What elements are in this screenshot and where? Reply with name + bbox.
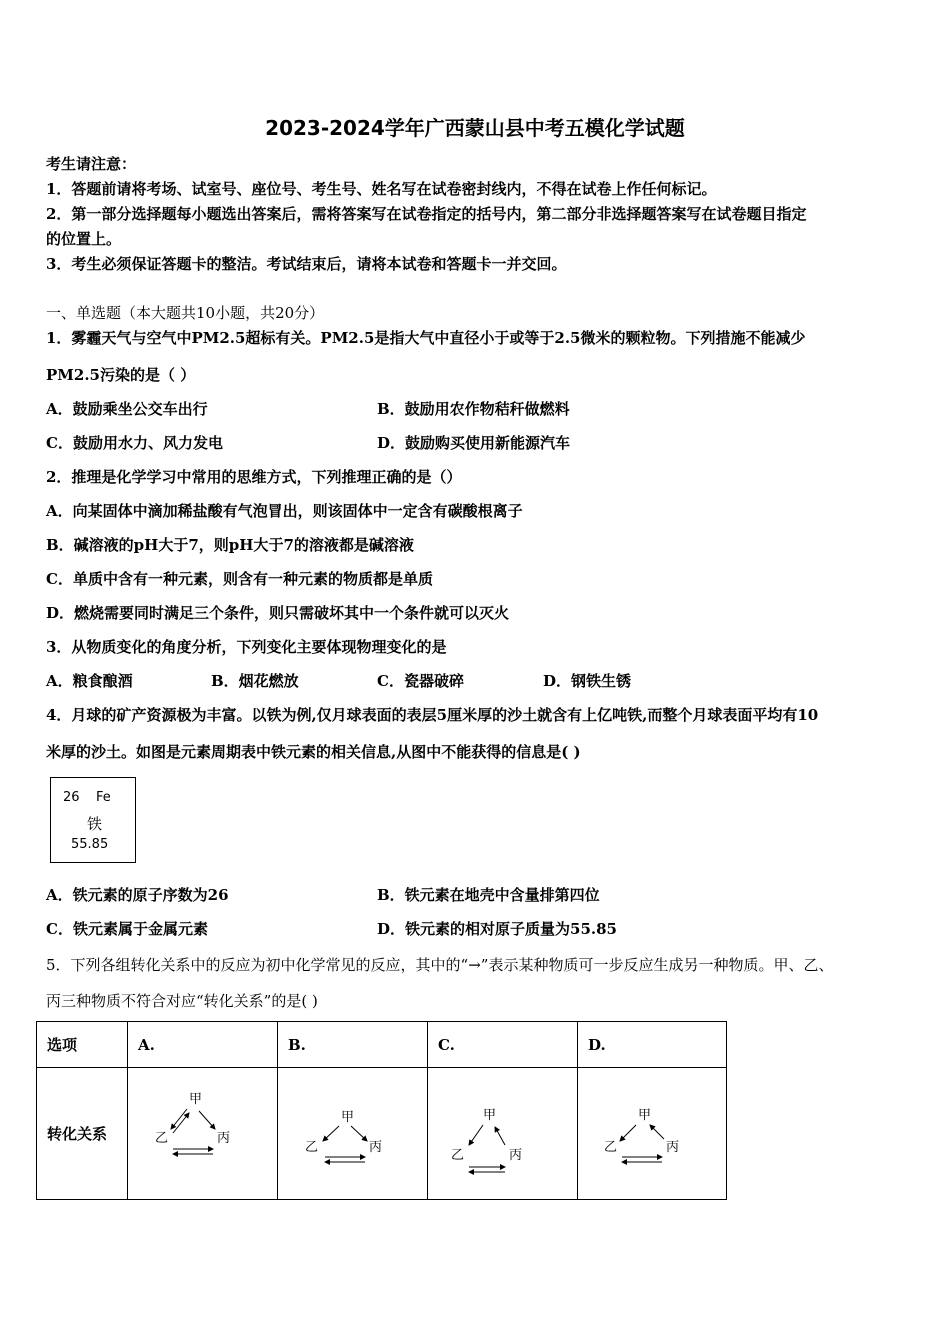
q4-option-d: D．铁元素的相对原子质量为55.85 [377, 920, 617, 938]
q3-option-b: B．烟花燃放 [211, 672, 299, 690]
notice-heading: 考生请注意： [46, 155, 137, 173]
q5-options-table [36, 1021, 727, 1200]
notice-item-1: 1．答题前请将考场、试室号、座位号、考生号、姓名写在试卷密封线内，不得在试卷上作任何标记。 [46, 180, 717, 198]
q2-option-c: C．单质中含有一种元素，则含有一种元素的物质都是单质 [46, 570, 433, 588]
q2-option-d: D．燃烧需要同时满足三个条件，则只需破坏其中一个条件就可以灭火 [46, 604, 510, 622]
node-right: 丙 [216, 1130, 230, 1146]
q3-stem: 3．从物质变化的角度分析，下列变化主要体现物理变化的是 [46, 638, 447, 656]
node-right: 丙 [368, 1139, 382, 1155]
q2-option-b: B．碱溶液的pH大于7，则pH大于7的溶液都是碱溶液 [46, 536, 414, 554]
node-right: 丙 [666, 1139, 680, 1155]
node-top: 甲 [482, 1107, 496, 1123]
q2-stem: 2．推理是化学学习中常用的思维方式，下列推理正确的是（） [46, 468, 462, 486]
arrow-top-right [199, 1111, 215, 1129]
notice-item-2-cont: 的位置上。 [46, 230, 122, 248]
node-top: 甲 [638, 1107, 652, 1123]
conversion-diagram-b [293, 1089, 413, 1179]
table-header-option-c: C. [428, 1022, 578, 1068]
conversion-diagram-a [143, 1089, 263, 1179]
q4-stem-cont: 米厚的沙土。如图是元素周期表中铁元素的相关信息,从图中不能获得的信息是( ) [46, 743, 581, 761]
q3-option-a: A．粮食酿酒 [46, 672, 133, 690]
diagram-cell-d [578, 1068, 727, 1200]
arrow-right-top [650, 1125, 664, 1139]
arrow-top-left [323, 1126, 339, 1141]
node-left: 乙 [304, 1139, 318, 1155]
diagram-cell-c [428, 1068, 578, 1200]
q1-option-d: D．鼓励购买使用新能源汽车 [377, 434, 571, 452]
q1-stem: 1．雾霾天气与空气中PM2.5超标有关。PM2.5是指大气中直径小于或等于2.5微米的颗粒物。下列措施不能减少 [46, 329, 806, 347]
table-header-label: 选项 [37, 1022, 128, 1068]
table-header-option-d: D. [578, 1022, 727, 1068]
iron-element-card [50, 777, 136, 863]
notice-item-2: 2．第一部分选择题每小题选出答案后，需将答案写在试卷指定的括号内，第二部分非选择题答案写在试卷题目指定 [46, 205, 807, 223]
arrow-top-right [351, 1126, 367, 1141]
q2-option-a: A．向某固体中滴加稀盐酸有气泡冒出，则该固体中一定含有碳酸根离子 [46, 502, 523, 520]
q1-option-c: C．鼓励用水力、风力发电 [46, 434, 223, 452]
node-left: 乙 [450, 1147, 464, 1163]
q3-option-d: D．钢铁生锈 [543, 672, 632, 690]
q4-option-a: A．铁元素的原子序数为26 [46, 886, 229, 904]
q1-option-b: B．鼓励用农作物秸秆做燃料 [377, 400, 570, 418]
table-row-label: 转化关系 [37, 1068, 128, 1200]
q4-stem: 4．月球的矿产资源极为丰富。以铁为例,仅月球表面的表层5厘米厚的沙土就含有上亿吨铁,而整个月球表面平均有10 [46, 706, 819, 724]
q3-option-c: C．瓷器破碎 [377, 672, 464, 690]
conversion-diagram-d [592, 1089, 712, 1179]
atomic-number: 26 [63, 790, 80, 805]
node-left: 乙 [154, 1130, 168, 1146]
q4-option-b: B．铁元素在地壳中含量排第四位 [377, 886, 600, 904]
arrow-top-left [469, 1125, 483, 1145]
q5-stem-cont: 丙三种物质不符合对应“转化关系”的是( ) [46, 992, 318, 1010]
q1-option-a: A．鼓励乘坐公交车出行 [46, 400, 208, 418]
element-name: 铁 [87, 815, 103, 833]
element-symbol: Fe [96, 790, 111, 805]
atomic-mass: 55.85 [71, 837, 109, 852]
node-top: 甲 [340, 1109, 354, 1125]
arrow-right-top [495, 1127, 505, 1145]
node-left: 乙 [604, 1139, 618, 1155]
diagram-cell-b [278, 1068, 428, 1200]
node-right: 丙 [508, 1147, 522, 1163]
arrow-top-left [620, 1125, 636, 1141]
page-title: 2023-2024学年广西蒙山县中考五模化学试题 [265, 116, 685, 140]
q5-stem: 5．下列各组转化关系中的反应为初中化学常见的反应，其中的“→”表示某种物质可一步反应生成另一种物质。甲、乙、 [46, 956, 834, 974]
notice-item-3: 3．考生必须保证答题卡的整洁。考试结束后，请将本试卷和答题卡一并交回。 [46, 255, 567, 273]
node-top: 甲 [188, 1091, 202, 1107]
table-header-option-b: B. [278, 1022, 428, 1068]
section-heading: 一、单选题（本大题共10小题，共20分） [46, 304, 325, 322]
conversion-diagram-c [443, 1089, 563, 1179]
table-header-option-a: A. [128, 1022, 278, 1068]
q4-option-c: C．铁元素属于金属元素 [46, 920, 208, 938]
diagram-cell-a [128, 1068, 278, 1200]
q1-stem-cont: PM2.5污染的是（ ） [46, 366, 196, 384]
